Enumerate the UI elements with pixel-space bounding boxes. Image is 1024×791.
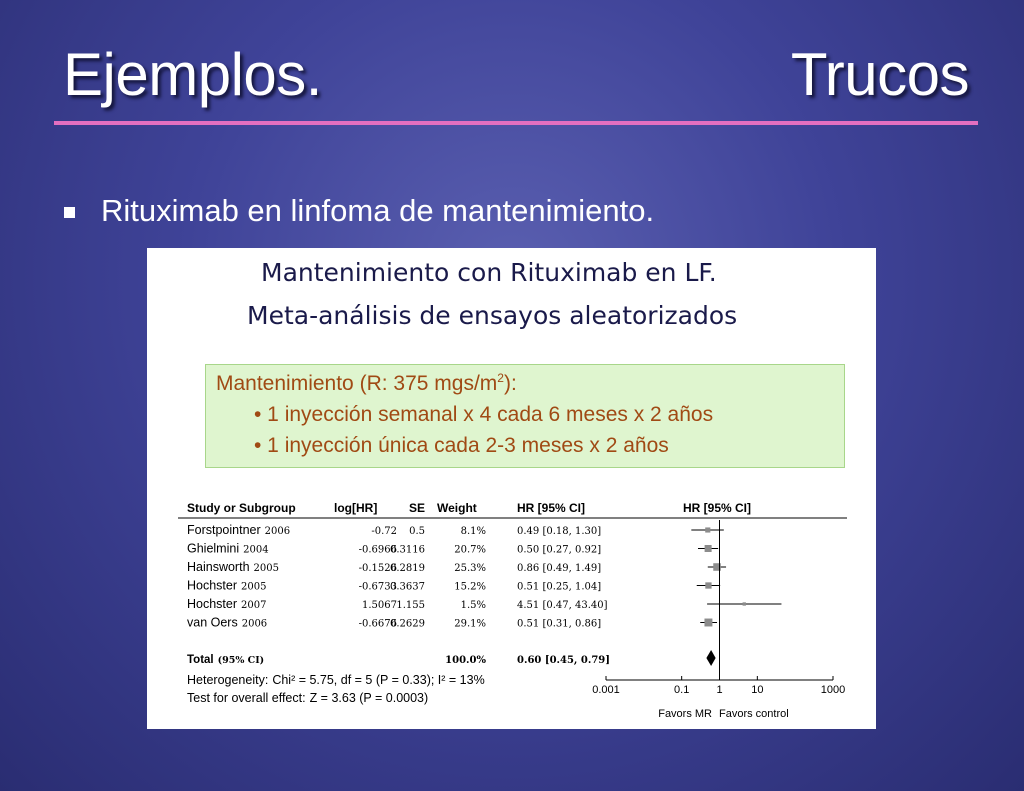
hr-ci-cell: 0.51 [0.31, 0.86] (517, 618, 602, 630)
dosing-bullet-2: • 1 inyección única cada 2-3 meses x 2 años (254, 434, 669, 457)
slide-title-left: Ejemplos. (63, 41, 322, 108)
study-marker (743, 602, 746, 605)
title-divider (54, 121, 978, 125)
loghr-cell: -0.6733 (358, 581, 397, 593)
se-cell: 1.155 (396, 600, 425, 611)
tick-label: 0.001 (592, 684, 620, 696)
loghr-cell: -0.6676 (358, 618, 397, 630)
dosing-bullet-1: • 1 inyección semanal x 4 cada 6 meses x 2 años (254, 403, 714, 426)
header-weight: Weight (437, 501, 477, 515)
study-marker (705, 582, 711, 588)
slide-title-right: Trucos (790, 41, 969, 108)
weight-cell: 8.1% (460, 526, 486, 537)
se-cell: 0.2819 (390, 563, 425, 574)
tick-label: 1000 (820, 684, 846, 696)
hr-ci-cell: 0.50 [0.27, 0.92] (517, 544, 602, 556)
total-ci: 0.60 [0.45, 0.79] (517, 655, 610, 666)
se-cell: 0.5 (409, 526, 425, 537)
header-loghr: log[HR] (334, 501, 378, 515)
overall-effect-text: Test for overall effect: Z = 3.63 (P = 0.0003) (187, 691, 429, 705)
loghr-cell: -0.72 (371, 526, 397, 537)
forest-plot (147, 248, 876, 729)
total-label: Total (95% CI) (187, 654, 265, 666)
hr-ci-cell: 4.51 [0.47, 43.40] (517, 600, 608, 611)
square-bullet-icon (64, 207, 75, 218)
loghr-cell: -0.1526 (358, 563, 397, 574)
weight-cell: 29.1% (454, 618, 486, 630)
header-study: Study or Subgroup (187, 501, 296, 515)
study-name: Hainsworth 2005 (187, 560, 279, 574)
total-diamond (706, 650, 715, 666)
se-cell: 0.3116 (390, 544, 425, 556)
hr-ci-cell: 0.49 [0.18, 1.30] (517, 526, 602, 537)
se-cell: 0.3637 (390, 581, 425, 593)
heterogeneity-text: Heterogeneity: Chi² = 5.75, df = 5 (P = 0.33); I² = 13% (187, 673, 485, 687)
tick-label: 1 (716, 684, 723, 696)
loghr-cell: -0.6966 (358, 544, 397, 556)
tick-label: 0.1 (674, 684, 690, 696)
weight-cell: 15.2% (454, 581, 486, 593)
weight-cell: 25.3% (454, 563, 486, 574)
hr-ci-cell: 0.86 [0.49, 1.49] (517, 563, 602, 574)
figure-title-line2: Meta-análisis de ensayos aleatorizados (247, 301, 738, 330)
study-name: Hochster 2005 (187, 578, 267, 593)
dosing-heading: Mantenimiento (R: 375 mgs/$m^2$): (216, 371, 517, 395)
study-name: Hochster 2007 (187, 597, 267, 611)
se-cell: 0.2629 (390, 618, 425, 630)
study-name: van Oers 2006 (187, 615, 268, 630)
header-plot-hr: HR [95% CI] (683, 501, 752, 515)
figure-title-line1: Mantenimiento con Rituximab en LF. (261, 258, 717, 287)
weight-cell: 1.5% (460, 600, 486, 611)
header-hr-ci: HR [95% CI] (517, 501, 586, 515)
hr-ci-cell: 0.51 [0.25, 1.04] (517, 581, 602, 593)
header-se: SE (409, 501, 426, 515)
loghr-cell: 1.5067 (362, 600, 397, 611)
weight-cell: 20.7% (454, 544, 486, 556)
study-marker (705, 545, 712, 552)
study-rows (187, 523, 608, 630)
study-marker (704, 619, 712, 627)
tick-label: 10 (751, 684, 764, 696)
figure-panel (147, 248, 876, 729)
bullet-text: Rituximab en linfoma de mantenimiento. (101, 193, 655, 228)
study-name: Ghielmini 2004 (187, 541, 269, 556)
study-name: Forstpointner 2006 (187, 523, 291, 537)
favors-left-label: Favors MR (658, 708, 712, 720)
plot-area (592, 520, 845, 696)
favors-right-label: Favors control (719, 708, 789, 720)
study-marker (705, 527, 710, 532)
total-weight: 100.0% (445, 655, 486, 666)
